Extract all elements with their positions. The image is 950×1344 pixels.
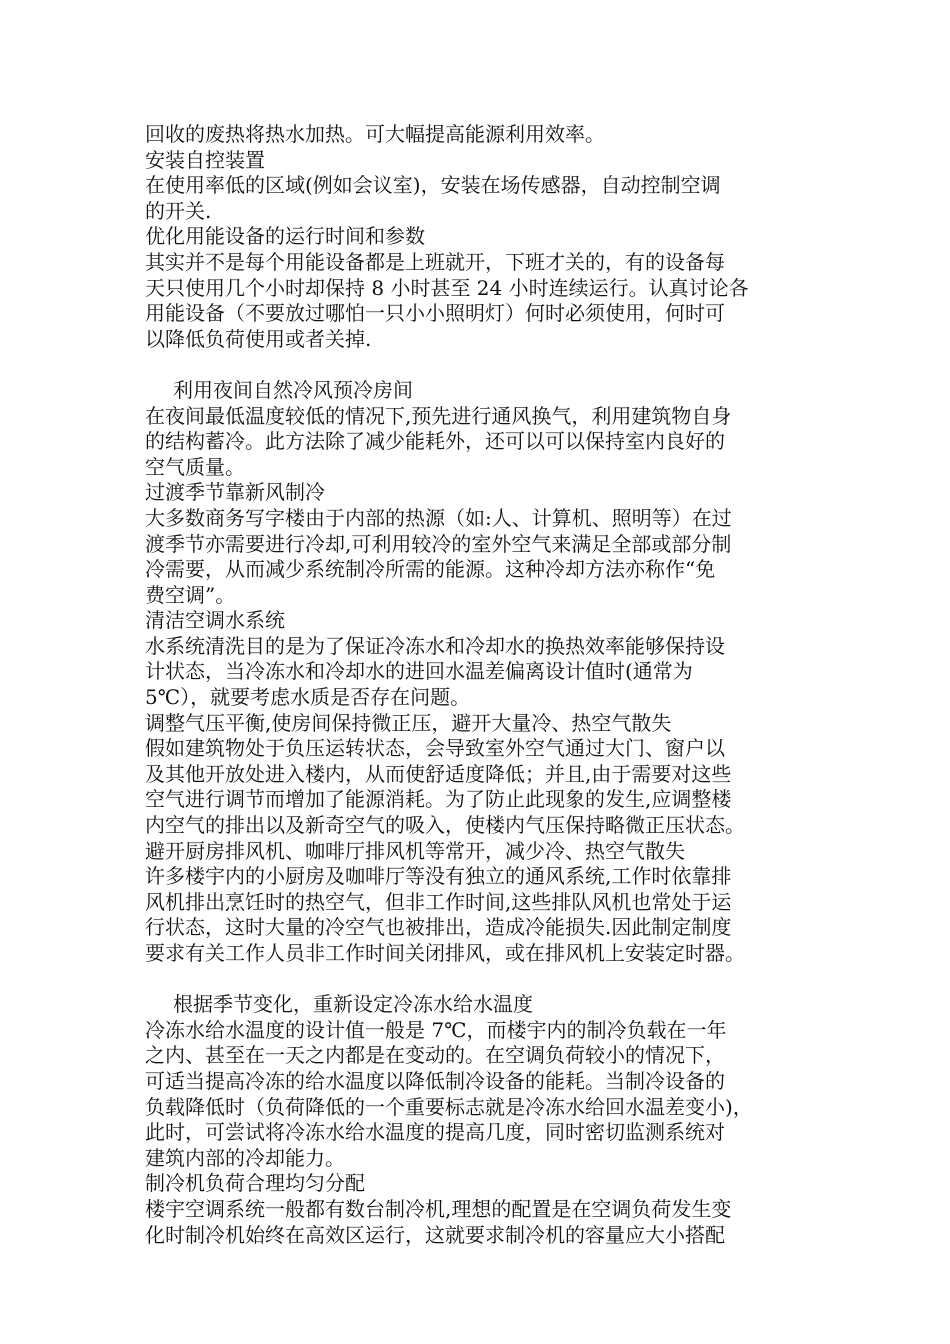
paragraph-line: 之内、甚至在一天之内都是在变动的。在空调负荷较小的情况下， <box>145 1043 725 1068</box>
paragraph-line: 计状态，当冷冻水和冷却水的进回水温差偏离设计值时(通常为 <box>145 659 693 684</box>
paragraph-line: 优化用能设备的运行时间和参数 <box>145 224 425 249</box>
paragraph-line: 的开关. <box>145 198 212 223</box>
paragraph-line: 风机排出烹饪时的热空气，但非工作时间,这些排队风机也常处于运 <box>145 889 732 914</box>
paragraph-line: 冷需要，从而减少系统制冷所需的能源。这种冷却方法亦称作“免 <box>145 557 716 582</box>
paragraph-line: 调整气压平衡,使房间保持微正压，避开大量冷、热空气散失 <box>145 710 672 735</box>
paragraph-line: 大多数商务写字楼由于内部的热源（如:人、计算机、照明等）在过 <box>145 505 732 530</box>
paragraph-line: 5℃），就要考虑水质是否存在问题。 <box>145 685 471 710</box>
paragraph-line: 可适当提高冷冻的给水温度以降低制冷设备的能耗。当制冷设备的 <box>145 1068 725 1093</box>
paragraph-line: 许多楼宇内的小厨房及咖啡厅等没有独立的通风系统,工作时依靠排 <box>145 864 732 889</box>
paragraph-line: 制冷机负荷合理均匀分配 <box>145 1171 365 1196</box>
paragraph-line: 费空调”。 <box>145 582 236 607</box>
paragraph-line: 楼宇空调系统一般都有数台制冷机,理想的配置是在空调负荷发生变 <box>145 1196 732 1221</box>
section-heading-line: 利用夜间自然冷风预冷房间 <box>173 377 413 402</box>
document-body <box>145 122 815 1248</box>
paragraph-line: 假如建筑物处于负压运转状态，会导致室外空气通过大门、窗户以 <box>145 736 725 761</box>
paragraph-line: 的结构蓄冷。此方法除了减少能耗外，还可以可以保持室内良好的 <box>145 429 725 454</box>
paragraph-line: 用能设备（不要放过哪怕一只小小照明灯）何时必须使用，何时可 <box>145 301 725 326</box>
blank-line <box>145 352 815 378</box>
paragraph-line: 水系统清洗目的是为了保证冷冻水和冷却水的换热效率能够保持设 <box>145 633 725 658</box>
paragraph-line: 建筑内部的冷却能力。 <box>145 1145 345 1170</box>
section-heading-line: 根据季节变化，重新设定冷冻水给水温度 <box>173 992 533 1017</box>
paragraph-line: 冷冻水给水温度的设计值一般是 7℃，而楼宇内的制冷负载在一年 <box>145 1017 727 1042</box>
paragraph-line: 在夜间最低温度较低的情况下,预先进行通风换气，利用建筑物自身 <box>145 403 732 428</box>
paragraph-line: 在使用率低的区域(例如会议室)，安装在场传感器，自动控制空调 <box>145 173 721 198</box>
paragraph-line: 以降低负荷使用或者关掉. <box>145 326 372 351</box>
paragraph-line: 天只使用几个小时却保持 8 小时甚至 24 小时连续运行。认真讨论各 <box>145 275 749 300</box>
paragraph-line: 清洁空调水系统 <box>145 608 285 633</box>
paragraph-line: 此时，可尝试将冷冻水给水温度的提高几度，同时密切监测系统对 <box>145 1120 725 1145</box>
paragraph-line: 及其他开放处进入楼内，从而使舒适度降低；并且,由于需要对这些 <box>145 761 732 786</box>
paragraph-line: 回收的废热将热水加热。可大幅提高能源利用效率。 <box>145 122 605 146</box>
paragraph-line: 避开厨房排风机、咖啡厅排风机等常开，减少冷、热空气散失 <box>145 838 685 863</box>
paragraph-line: 空气质量。 <box>145 454 245 479</box>
blank-line <box>145 967 815 993</box>
paragraph-line: 负载降低时（负荷降低的一个重要标志就是冷冻水给回水温差变小)， <box>145 1094 753 1119</box>
paragraph-line: 行状态，这时大量的冷空气也被排出，造成冷能损失.因此制定制度 <box>145 915 732 940</box>
paragraph-line: 过渡季节靠新风制冷 <box>145 480 325 505</box>
paragraph-line: 内空气的排出以及新奇空气的吸入，使楼内气压保持略微正压状态。 <box>145 813 745 838</box>
paragraph-line: 要求有关工作人员非工作时间关闭排风，或在排风机上安装定时器。 <box>145 941 745 965</box>
paragraph-line: 渡季节亦需要进行冷却,可利用较冷的室外空气来满足全部或部分制 <box>145 531 732 556</box>
paragraph-line: 其实并不是每个用能设备都是上班就开，下班才关的，有的设备每 <box>145 249 725 274</box>
paragraph-line: 化时制冷机始终在高效区运行，这就要求制冷机的容量应大小搭配 <box>145 1222 725 1247</box>
paragraph-line: 安装自控装置 <box>145 147 265 172</box>
paragraph-line: 空气进行调节而增加了能源消耗。为了防止此现象的发生,应调整楼 <box>145 787 732 812</box>
